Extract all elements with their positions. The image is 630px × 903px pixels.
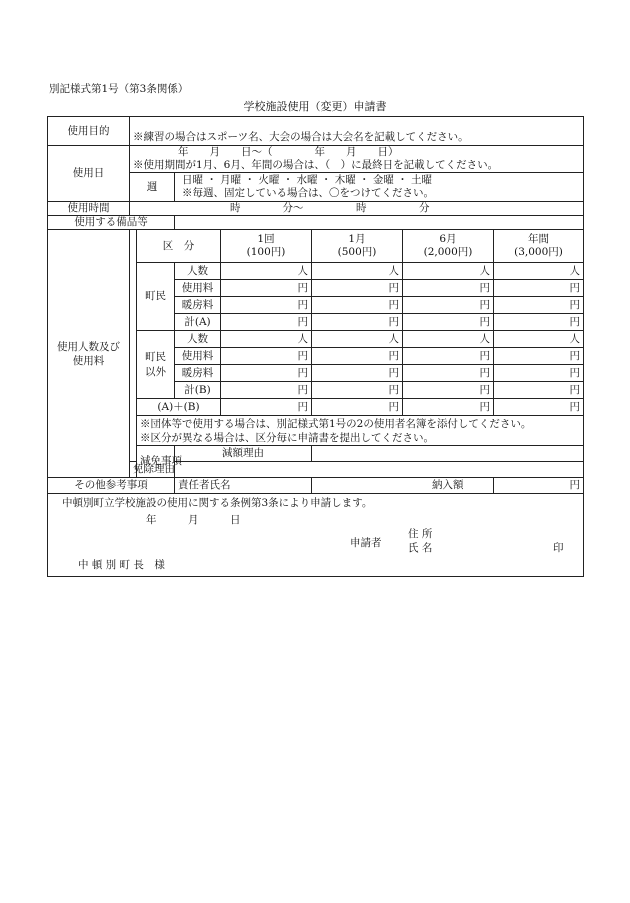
cell[interactable]: 円 xyxy=(494,399,584,416)
responsible-label: 責任者氏名 xyxy=(175,478,312,494)
cell[interactable]: 円 xyxy=(221,314,312,331)
date-range-field[interactable]: 年 月 日〜（ 年 月 日） xyxy=(130,146,584,160)
reduce-reason-field[interactable] xyxy=(312,446,584,462)
applicant-label: 申請者 xyxy=(350,537,382,549)
purpose-label: 使用目的 xyxy=(48,117,130,146)
statement: 中頓別町立学校施設の使用に関する条例第3条により申請します。 xyxy=(62,497,373,509)
cell[interactable]: 人 xyxy=(403,263,494,280)
cell[interactable]: 円 xyxy=(494,297,584,314)
kubun-header: 区 分 xyxy=(137,230,221,263)
fees-label: 使用人数及び使用料 xyxy=(48,230,130,478)
week-label: 週 xyxy=(130,173,175,202)
cell[interactable]: 円 xyxy=(494,280,584,297)
cell[interactable]: 円 xyxy=(494,348,584,365)
application-date[interactable]: 年 月 日 xyxy=(146,514,241,526)
cell[interactable]: 円 xyxy=(403,280,494,297)
cell[interactable]: 人 xyxy=(312,263,403,280)
row-label: 計(B) xyxy=(175,382,221,399)
cell[interactable]: 円 xyxy=(494,314,584,331)
row-label: 人数 xyxy=(175,263,221,280)
cell[interactable]: 円 xyxy=(221,280,312,297)
cell[interactable]: 円 xyxy=(221,348,312,365)
row-label: 暖房料 xyxy=(175,297,221,314)
cell[interactable]: 円 xyxy=(403,297,494,314)
time-field[interactable]: 時 分〜 時 分 xyxy=(130,202,584,216)
exemption-label: 減免事項 xyxy=(137,446,175,478)
exempt-reason-field[interactable] xyxy=(175,462,584,478)
cell[interactable]: 円 xyxy=(221,382,312,399)
cell[interactable]: 円 xyxy=(403,348,494,365)
cell[interactable]: 円 xyxy=(403,382,494,399)
cell[interactable]: 円 xyxy=(221,297,312,314)
paid-field[interactable]: 円 xyxy=(494,478,584,494)
fees-note-1: ※団体等で使用する場合は、別記様式第1号の2の使用者名簿を添付してください。 xyxy=(140,417,532,430)
row-label: 使用料 xyxy=(175,348,221,365)
col-header-6month: 6月 (2,000円) xyxy=(403,230,494,263)
cell[interactable]: 円 xyxy=(312,348,403,365)
cell[interactable]: 円 xyxy=(221,399,312,416)
date-label: 使用日 xyxy=(48,146,130,202)
name-label: 氏 名 xyxy=(408,542,433,554)
weekday-options[interactable]: 日曜 ・ 月曜 ・ 火曜 ・ 水曜 ・ 木曜 ・ 金曜 ・ 土曜 xyxy=(182,174,433,186)
cell[interactable]: 円 xyxy=(312,399,403,416)
cell[interactable]: 人 xyxy=(221,331,312,348)
row-label: 暖房料 xyxy=(175,365,221,382)
cell[interactable]: 人 xyxy=(494,331,584,348)
fees-note-2: ※区分が異なる場合は、区分毎に申請書を提出してください。 xyxy=(140,431,434,444)
cell[interactable]: 円 xyxy=(221,365,312,382)
town-residents-label: 町民 xyxy=(137,263,175,331)
cell[interactable]: 円 xyxy=(494,365,584,382)
seal-mark: 印 xyxy=(553,542,564,554)
cell[interactable]: 円 xyxy=(312,297,403,314)
responsible-field[interactable] xyxy=(312,478,403,494)
cell[interactable]: 円 xyxy=(494,382,584,399)
date-note: ※使用期間が1月、6月、年間の場合は、（ ）に最終日を記載してください。 xyxy=(130,159,584,173)
cell[interactable]: 円 xyxy=(312,365,403,382)
cell[interactable]: 円 xyxy=(403,365,494,382)
row-label: 使用料 xyxy=(175,280,221,297)
cell[interactable]: 人 xyxy=(403,331,494,348)
cell[interactable]: 円 xyxy=(312,382,403,399)
cell[interactable]: 人 xyxy=(312,331,403,348)
form-reference: 別記様式第1号（第3条関係） xyxy=(49,83,189,95)
purpose-field[interactable] xyxy=(130,117,584,146)
col-header-year: 年間 (3,000円) xyxy=(494,230,584,263)
addressee: 中 頓 別 町 長 様 xyxy=(78,559,165,571)
cell[interactable]: 円 xyxy=(403,314,494,331)
time-label: 使用時間 xyxy=(48,202,130,216)
cell[interactable]: 円 xyxy=(312,314,403,331)
sum-label: (A)＋(B) xyxy=(137,399,221,416)
col-header-month: 1月 (500円) xyxy=(312,230,403,263)
row-label: 人数 xyxy=(175,331,221,348)
row-label: 計(A) xyxy=(175,314,221,331)
purpose-note: ※練習の場合はスポーツ名、大会の場合は大会名を記載してください。 xyxy=(133,131,469,143)
equipment-field[interactable] xyxy=(175,216,584,230)
equipment-label: 使用する備品等 xyxy=(48,216,175,230)
col-header-once: 1回 (100円) xyxy=(221,230,312,263)
address-label: 住 所 xyxy=(408,528,433,540)
application-form-table xyxy=(47,116,584,577)
cell[interactable]: 円 xyxy=(403,399,494,416)
cell[interactable]: 円 xyxy=(312,280,403,297)
non-residents-label: 町民以外 xyxy=(137,331,175,399)
exempt-reason-label: 免除理由 xyxy=(130,462,175,478)
paid-label: 納入額 xyxy=(403,478,494,494)
cell[interactable]: 人 xyxy=(494,263,584,280)
week-note: ※毎週、固定している場合は、〇をつけてください。 xyxy=(182,187,434,199)
cell[interactable]: 人 xyxy=(221,263,312,280)
form-title: 学校施設使用（変更）申請書 xyxy=(243,100,387,113)
reduce-reason-label: 減額理由 xyxy=(175,446,312,462)
other-label: その他参考事項 xyxy=(48,478,175,494)
